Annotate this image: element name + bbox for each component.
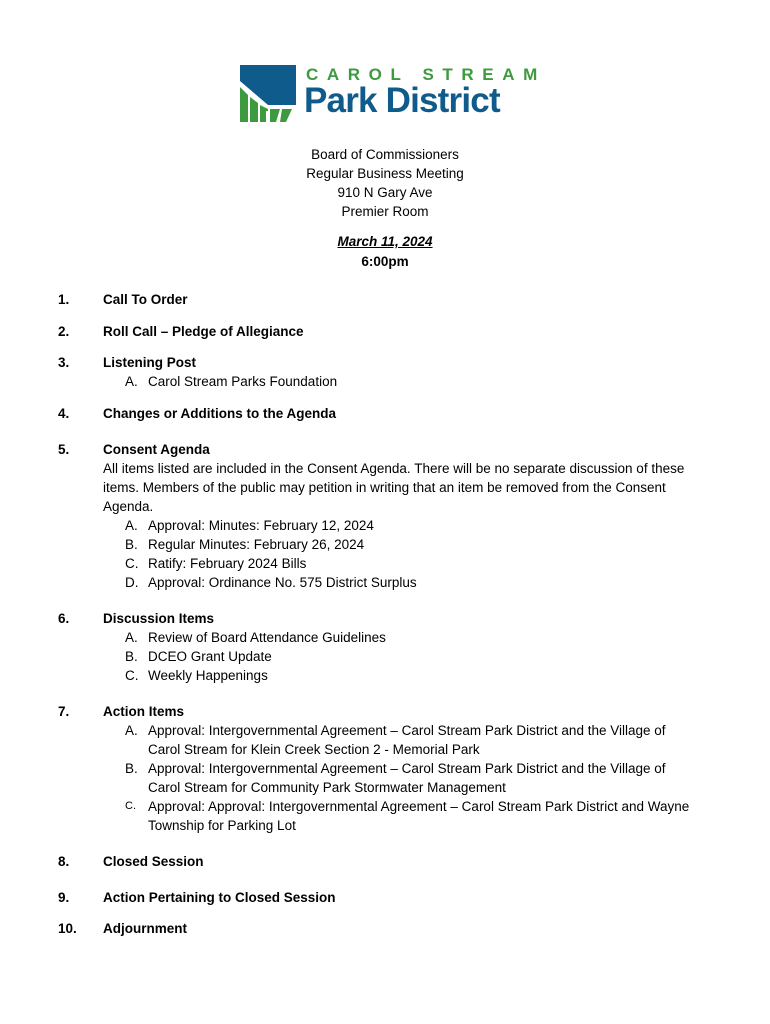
header-room: Premier Room (341, 204, 429, 219)
subitem-letter: C. (125, 556, 139, 571)
agenda-item-title: Changes or Additions to the Agenda (103, 406, 337, 421)
subitem-text: Ratify: February 2024 Bills (148, 556, 307, 571)
subitem-letter: C. (125, 668, 139, 683)
subitem-letter: B. (125, 649, 138, 664)
logo-text-park-district: Park District (304, 81, 500, 120)
agenda-item-title: Listening Post (103, 355, 197, 370)
agenda-item-number: 10. (58, 921, 77, 936)
agenda-item-number: 5. (58, 442, 70, 457)
park-district-logo-mark-icon (240, 65, 296, 122)
subitem-letter: B. (125, 761, 138, 776)
header-board: Board of Commissioners (311, 147, 459, 162)
subitem-text: Approval: Approval: Intergovernmental Agreement – Carol Stream Park District and Wayne Township for Parking Lot (148, 799, 690, 833)
subitem-text: Approval: Intergovernmental Agreement – Carol Stream Park District and the Village of Carol Stream for Community Park Stormwater Management (148, 761, 666, 795)
agenda-item-number: 9. (58, 890, 70, 905)
agenda-item-number: 1. (58, 292, 70, 307)
subitem-letter: A. (125, 374, 138, 389)
park-district-logo (240, 62, 546, 124)
subitem-letter: C. (125, 800, 136, 812)
agenda-item-title: Roll Call – Pledge of Allegiance (103, 324, 304, 339)
subitem-text: Approval: Minutes: February 12, 2024 (148, 518, 374, 533)
agenda-item-title: Discussion Items (103, 611, 215, 626)
subitem-text: Review of Board Attendance Guidelines (148, 630, 386, 645)
meeting-header (0, 145, 770, 221)
agenda-item-title: Call To Order (103, 292, 188, 307)
agenda-item-title: Action Pertaining to Closed Session (103, 890, 336, 905)
agenda-item-number: 2. (58, 324, 70, 339)
agenda-item-title: Closed Session (103, 854, 204, 869)
meeting-date: March 11, 2024 (337, 234, 433, 249)
subitem-letter: B. (125, 537, 138, 552)
agenda-item-title: Adjournment (103, 921, 187, 936)
agenda-item-title: Consent Agenda (103, 442, 210, 457)
header-meeting-type: Regular Business Meeting (306, 166, 464, 181)
consent-agenda-description: All items listed are included in the Consent Agenda. There will be no separate discussion of these items. Members of the public may petition in writing that an item be removed from the Consent Agenda. (103, 461, 685, 514)
subitem-text: Regular Minutes: February 26, 2024 (148, 537, 365, 552)
agenda-item-number: 7. (58, 704, 70, 719)
subitem-text: Approval: Intergovernmental Agreement – Carol Stream Park District and the Village of Carol Stream for Klein Creek Section 2 - Memorial Park (148, 723, 666, 757)
meeting-time: 6:00pm (361, 254, 409, 269)
subitem-letter: A. (125, 518, 138, 533)
agenda-item-title: Action Items (103, 704, 185, 719)
subitem-text: Carol Stream Parks Foundation (148, 374, 338, 389)
subitem-text: Weekly Happenings (148, 668, 268, 683)
subitem-text: Approval: Ordinance No. 575 District Surplus (148, 575, 417, 590)
header-address: 910 N Gary Ave (337, 185, 433, 200)
subitem-text: DCEO Grant Update (148, 649, 272, 664)
subitem-letter: A. (125, 723, 138, 738)
subitem-letter: A. (125, 630, 138, 645)
agenda-item-number: 6. (58, 611, 70, 626)
agenda-item-number: 4. (58, 406, 70, 421)
subitem-letter: D. (125, 575, 139, 590)
agenda-item-number: 8. (58, 854, 70, 869)
agenda-item-number: 3. (58, 355, 70, 370)
logo-text-carol-stream: CAROL STREAM (306, 65, 546, 84)
